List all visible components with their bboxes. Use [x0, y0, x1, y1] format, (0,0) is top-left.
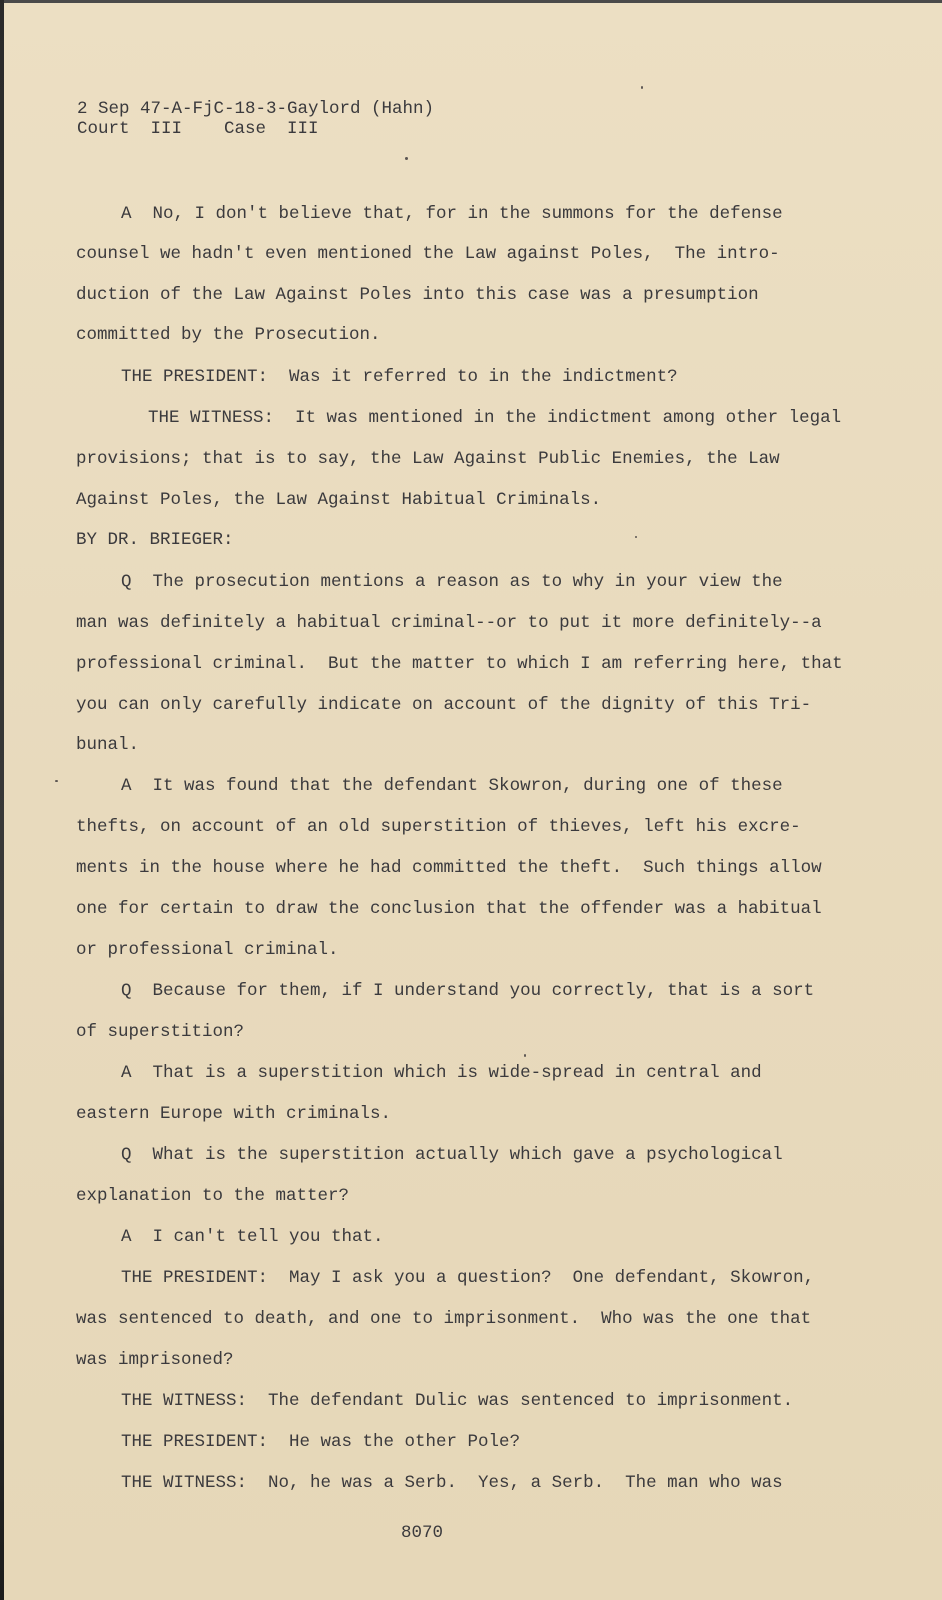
- text-line: THE PRESIDENT: May I ask you a question? One defendant, Skowron,: [121, 1268, 815, 1288]
- text-line: THE WITNESS: It was mentioned in the indictment among other legal: [148, 408, 842, 428]
- page-number: 8070: [401, 1523, 444, 1543]
- text-line: Q The prosecution mentions a reason as to why in your view the: [121, 572, 783, 592]
- scan-speck: [524, 1054, 526, 1057]
- text-line: you can only carefully indicate on account of the dignity of this Tri-: [76, 695, 812, 715]
- document-header: [77, 99, 434, 139]
- text-line: duction of the Law Against Poles into this case was a presumption: [76, 285, 759, 305]
- scan-speck: [635, 536, 637, 538]
- text-line: A No, I don't believe that, for in the summons for the defense: [121, 204, 783, 224]
- text-line: THE WITNESS: No, he was a Serb. Yes, a Serb. The man who was: [121, 1473, 783, 1493]
- text-line: thefts, on account of an old superstition of thieves, left his excre-: [76, 817, 801, 837]
- text-line: THE PRESIDENT: He was the other Pole?: [121, 1432, 521, 1452]
- text-line: A That is a superstition which is wide-spread in central and: [121, 1063, 762, 1083]
- text-line: THE WITNESS: The defendant Dulic was sentenced to imprisonment.: [121, 1391, 794, 1411]
- text-line: was sentenced to death, and one to imprisonment. Who was the one that: [76, 1309, 812, 1329]
- scan-speck: [641, 86, 643, 89]
- text-line: THE PRESIDENT: Was it referred to in the indictment?: [121, 367, 678, 387]
- text-line: eastern Europe with criminals.: [76, 1104, 392, 1124]
- text-line: provisions; that is to say, the Law Against Public Enemies, the Law: [76, 449, 780, 469]
- text-line: committed by the Prosecution.: [76, 325, 381, 345]
- scan-edge-top: [0, 0, 942, 3]
- text-line: Q Because for them, if I understand you correctly, that is a sort: [121, 981, 815, 1001]
- text-line: man was definitely a habitual criminal--or to put it more definitely--a: [76, 613, 822, 633]
- text-line: bunal.: [76, 735, 140, 755]
- text-line: Against Poles, the Law Against Habitual Criminals.: [76, 490, 602, 510]
- text-line: or professional criminal.: [76, 940, 339, 960]
- text-line: A I can't tell you that.: [121, 1227, 384, 1247]
- text-line: A It was found that the defendant Skowron, during one of these: [121, 776, 783, 796]
- text-line: BY DR. BRIEGER:: [76, 530, 234, 550]
- text-line: was imprisoned?: [76, 1350, 234, 1370]
- text-line: explanation to the matter?: [76, 1186, 350, 1206]
- text-line: Q What is the superstition actually which gave a psychological: [121, 1145, 783, 1165]
- header-line-2: Court III Case III: [77, 119, 319, 139]
- text-line: one for certain to draw the conclusion that the offender was a habitual: [76, 899, 822, 919]
- scan-speck: [405, 157, 408, 160]
- text-line: counsel we hadn't even mentioned the Law against Poles, The intro-: [76, 244, 780, 264]
- header-line-1: 2 Sep 47-A-FjC-18-3-Gaylord (Hahn): [77, 99, 435, 119]
- text-line: of superstition?: [76, 1022, 245, 1042]
- text-line: professional criminal. But the matter to which I am referring here, that: [76, 654, 843, 674]
- scan-speck: [55, 780, 58, 782]
- text-line: ments in the house where he had committed the theft. Such things allow: [76, 858, 822, 878]
- scan-edge-left: [0, 0, 4, 1600]
